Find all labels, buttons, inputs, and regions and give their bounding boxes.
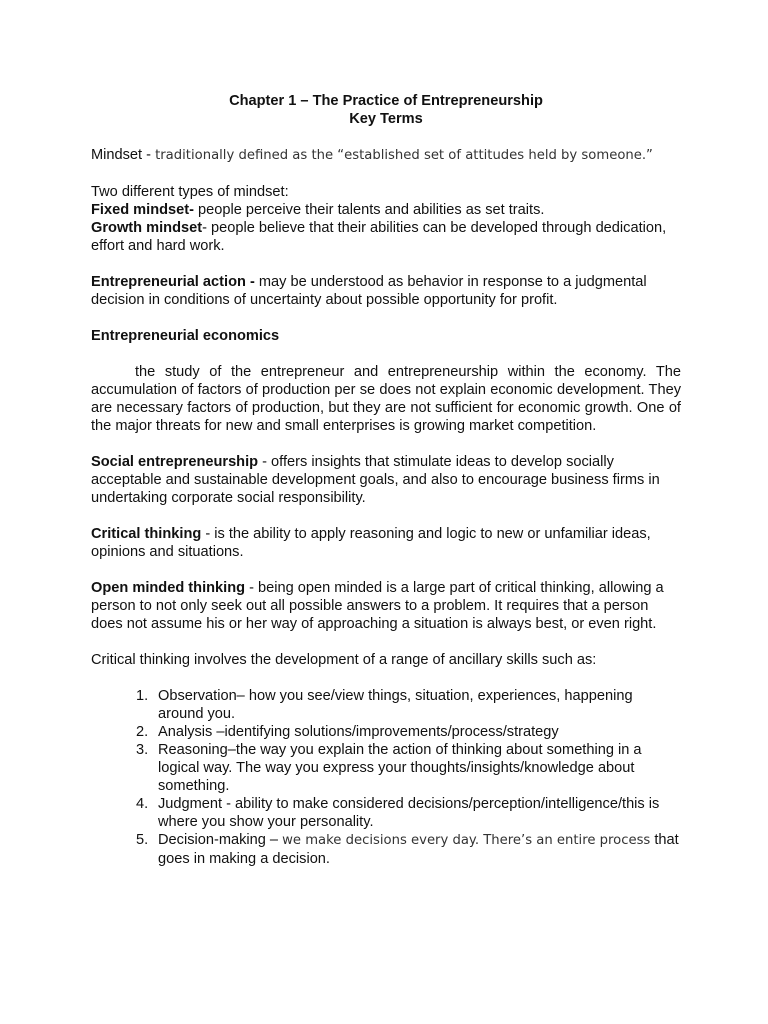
list-item bbox=[136, 831, 681, 868]
economics-first-words: the study of the entrepreneur and entrepreneurship within the economy. The bbox=[135, 364, 681, 380]
entrepreneurial-economics-heading: Entrepreneurial economics bbox=[91, 328, 280, 344]
list-item-text-light: we make decisions every day. There’s an entire process bbox=[282, 833, 651, 848]
skills-list bbox=[91, 687, 681, 868]
growth-mindset-text: - people believe that their abilities can be developed through dedication, effort and hard work. bbox=[91, 220, 667, 254]
skills-intro: Critical thinking involves the development of a range of ancillary skills such as: bbox=[91, 652, 597, 668]
growth-mindset-term: Growth mindset bbox=[91, 220, 203, 236]
list-item-text-rest: that goes in making a decision. bbox=[158, 832, 679, 867]
social-entrepreneurship-text: - offers insights that stimulate ideas to develop socially acceptable and sustainable development goals, and also to encourage business firms in undertaking corporate social responsibility. bbox=[91, 454, 660, 506]
critical-thinking-term: Critical thinking bbox=[91, 526, 202, 542]
list-item-text: Reasoning–the way you explain the action of thinking about something in a logical way. The way you express your thoughts/insights/knowledge about something. bbox=[158, 742, 642, 794]
open-minded-thinking-term: Open minded thinking bbox=[91, 580, 246, 596]
list-item bbox=[136, 723, 681, 741]
entrepreneurial-action-text: may be understood as behavior in response to a judgmental decision in conditions of uncertainty about possible opportunity for profit. bbox=[91, 274, 647, 308]
mindset-text: traditionally defined as the “established set of attitudes held by someone.” bbox=[155, 148, 653, 163]
mindset-types bbox=[91, 183, 681, 255]
open-minded-thinking-text: - being open minded is a large part of critical thinking, allowing a person to not only seek out all possible answers to a problem. It requires that a person does not assume his or her way of approaching a situation is always best, or even right. bbox=[91, 580, 664, 632]
list-item-number: 4. bbox=[136, 796, 149, 812]
entrepreneurial-economics-text bbox=[91, 363, 681, 435]
social-entrepreneurship-term: Social entrepreneurship bbox=[91, 454, 259, 470]
document-content bbox=[91, 92, 681, 868]
entrepreneurial-action-definition bbox=[91, 273, 681, 309]
list-item bbox=[136, 741, 681, 795]
social-entrepreneurship-definition bbox=[91, 453, 681, 507]
list-item-number: 2. bbox=[136, 724, 149, 740]
title-block bbox=[91, 92, 681, 128]
critical-thinking-text: - is the ability to apply reasoning and logic to new or unfamiliar ideas, opinions and situations. bbox=[91, 526, 651, 560]
open-minded-thinking-definition bbox=[91, 579, 681, 633]
critical-thinking-definition bbox=[91, 525, 681, 561]
list-item-text: Judgment - ability to make considered decisions/perception/intelligence/this is where you show your personality. bbox=[158, 796, 660, 830]
list-item-number: 3. bbox=[136, 742, 149, 758]
mindset-separator: - bbox=[142, 147, 156, 163]
economics-body: accumulation of factors of production per se does not explain economic development. They are necessary factors of production, but they are not sufficient for economic growth. One of the major threats for new and small enterprises is growing market competition. bbox=[91, 382, 681, 434]
fixed-mindset-term: Fixed mindset- bbox=[91, 202, 194, 218]
list-item-text: Decision-making – bbox=[158, 832, 283, 848]
key-terms-subtitle: Key Terms bbox=[349, 111, 423, 127]
mindset-definition bbox=[91, 146, 681, 165]
mindset-types-intro: Two different types of mindset: bbox=[91, 184, 289, 200]
chapter-title: Chapter 1 – The Practice of Entrepreneurship bbox=[229, 93, 543, 109]
list-item bbox=[136, 687, 681, 723]
list-item-text: Analysis –identifying solutions/improvements/process/strategy bbox=[158, 724, 559, 740]
entrepreneurial-action-term: Entrepreneurial action - bbox=[91, 274, 255, 290]
fixed-mindset-text: people perceive their talents and abilities as set traits. bbox=[193, 202, 545, 218]
mindset-term: Mindset bbox=[91, 147, 143, 163]
list-item-text: Observation– how you see/view things, situation, experiences, happening around you. bbox=[158, 688, 633, 722]
list-item-number: 5. bbox=[136, 832, 149, 848]
list-item-number: 1. bbox=[136, 688, 149, 704]
list-item bbox=[136, 795, 681, 831]
